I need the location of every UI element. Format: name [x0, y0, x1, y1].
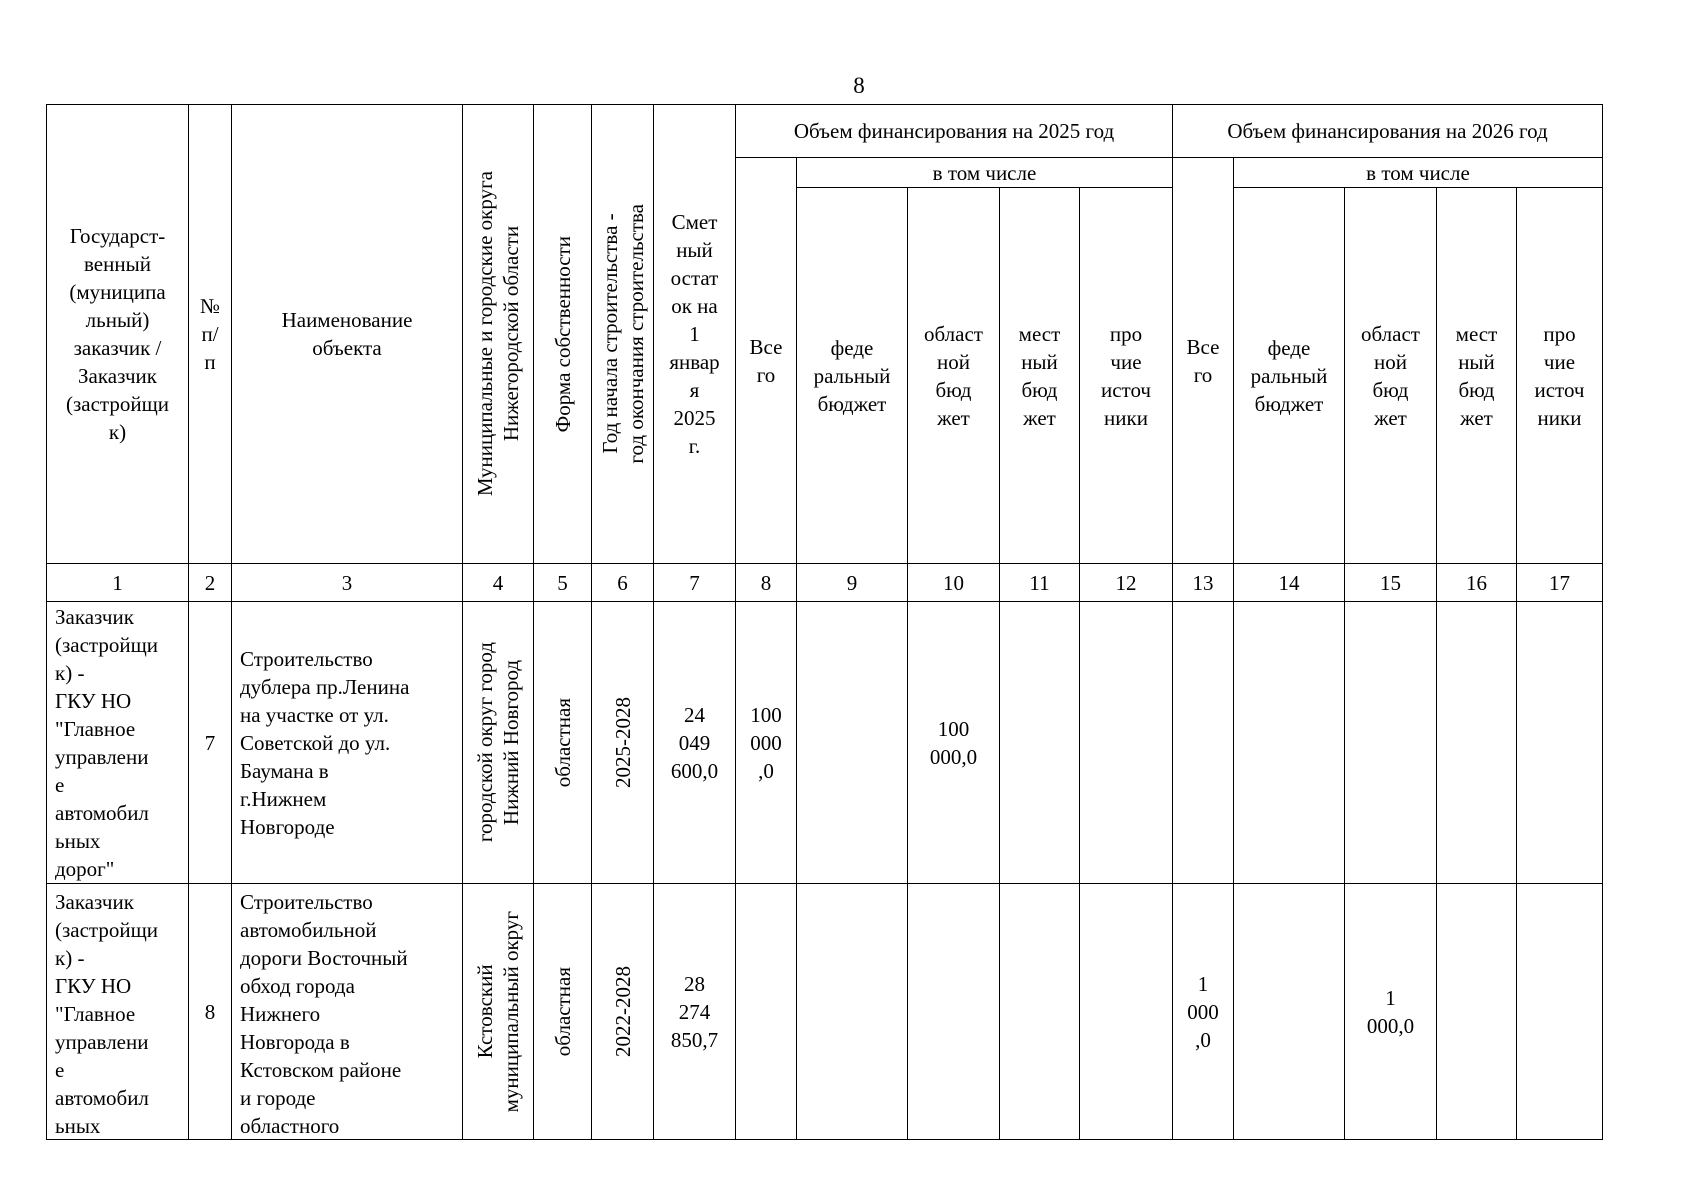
header-years-text: Год начала строительства - год окончания строительства: [597, 204, 648, 464]
colnum-text: 16: [1466, 570, 1487, 595]
row1-local-2025: [999, 601, 1080, 884]
header-including-2025-text: в том числе: [932, 160, 1037, 185]
row2-customer-text: Заказчик (застройщи к) - ГКУ НО "Главное управлени е автомобил ьных: [55, 890, 159, 1138]
header-federal-2026-text: феде ральный бюджет: [1250, 335, 1328, 416]
colnum-12: [1079, 563, 1173, 602]
header-years: [591, 104, 654, 564]
colnum-11: [999, 563, 1080, 602]
row2-regional-2025: [907, 883, 1000, 1140]
header-federal-2025: [796, 187, 908, 564]
header-municipality: [462, 104, 534, 564]
colnum-6: [591, 563, 654, 602]
row1-total-2025-text: 100 000 ,0: [750, 702, 782, 783]
header-customer-text: Государст- венный (муниципа льный) заказчик / Заказчик (застройщи к): [65, 224, 169, 444]
colnum-7: [653, 563, 736, 602]
colnum-10: [907, 563, 1000, 602]
colnum-text: 4: [492, 570, 504, 595]
header-num-text: № п/ п: [199, 294, 221, 374]
colnum-text: 9: [846, 570, 858, 595]
colnum-1: [46, 563, 189, 602]
row1-object-name: [231, 601, 463, 884]
row2-municipality-text: Кстовский муниципальный округ: [473, 910, 523, 1113]
header-including-2025: [796, 157, 1173, 188]
row1-ownership-text: областная: [550, 697, 575, 788]
row2-federal-2026: [1233, 883, 1345, 1140]
row1-regional-2025: [907, 601, 1000, 884]
colnum-3: [231, 563, 463, 602]
colnum-text: 17: [1549, 570, 1570, 595]
header-funding-2026-text: Объем финансирования на 2026 год: [1227, 119, 1548, 143]
row2-customer: [46, 883, 189, 1140]
row1-federal-2026: [1233, 601, 1345, 884]
row1-regional-2025-text: 100 000,0: [929, 716, 978, 769]
row1-other-2025: [1079, 601, 1173, 884]
row1-federal-2025: [796, 601, 908, 884]
header-funding-2025: [735, 104, 1173, 158]
row1-ownership: [533, 601, 592, 884]
header-estimate-text: Смет ный остат ок на 1 январ я 2025 г.: [669, 210, 720, 458]
colnum-text: 3: [341, 570, 353, 595]
colnum-text: 11: [1029, 570, 1050, 595]
row1-object-name-text: Строительство дублера пр.Ленина на участке от ул. Советской до ул. Баумана в г.Нижнем Новгороде: [240, 646, 410, 839]
row1-estimate-text: 24 049 600,0: [670, 702, 719, 783]
row1-other-2026: [1516, 601, 1603, 884]
colnum-text: 12: [1115, 570, 1137, 595]
header-including-2026: [1233, 157, 1603, 188]
header-other-2025-text: про чие источ ники: [1101, 321, 1151, 430]
row2-estimate-text: 28 274 850,7: [670, 971, 719, 1052]
header-regional-2026: [1344, 187, 1437, 564]
header-regional-2025: [907, 187, 1000, 564]
colnum-text: 7: [689, 570, 700, 595]
colnum-5: [533, 563, 592, 602]
header-other-2026: [1516, 187, 1603, 564]
header-funding-2025-text: Объем финансирования на 2025 год: [793, 119, 1115, 143]
header-estimate: [653, 104, 736, 564]
colnum-14: [1233, 563, 1345, 602]
row2-total-2025: [735, 883, 797, 1140]
header-local-2025: [999, 187, 1080, 564]
row1-local-2026: [1436, 601, 1517, 884]
row1-total-2025: [735, 601, 797, 884]
colnum-17: [1516, 563, 1603, 602]
row1-municipality: [462, 601, 534, 884]
header-num: [188, 104, 232, 564]
header-other-2026-text: про чие источ ники: [1534, 321, 1585, 430]
header-regional-2025-text: област ной бюд жет: [924, 321, 983, 430]
colnum-text: 1: [112, 570, 123, 595]
row2-other-2025: [1079, 883, 1173, 1140]
row2-num: [188, 883, 232, 1140]
colnum-13: [1172, 563, 1234, 602]
header-local-2025-text: мест ный бюд жет: [1018, 321, 1061, 430]
row1-years: [591, 601, 654, 884]
header-federal-2026: [1233, 187, 1345, 564]
row1-years-text: 2025-2028: [610, 697, 635, 788]
header-including-2026-text: в том числе: [1366, 160, 1470, 185]
row1-customer: [46, 601, 189, 884]
header-other-2025: [1079, 187, 1173, 564]
colnum-4: [462, 563, 534, 602]
row2-ownership-text: областная: [550, 966, 575, 1057]
header-local-2026: [1436, 187, 1517, 564]
header-object-name: [231, 104, 463, 564]
row2-num-text: 8: [204, 999, 216, 1024]
row1-num-text: 7: [204, 730, 216, 755]
colnum-text: 14: [1278, 570, 1300, 595]
colnum-8: [735, 563, 797, 602]
header-federal-2025-text: феде ральный бюджет: [813, 335, 891, 416]
colnum-text: 15: [1380, 570, 1401, 595]
header-ownership-text: Форма собственности: [550, 235, 575, 433]
header-regional-2026-text: област ной бюд жет: [1361, 321, 1420, 430]
colnum-text: 6: [617, 570, 628, 595]
header-customer: [46, 104, 189, 564]
row2-years: [591, 883, 654, 1140]
colnum-16: [1436, 563, 1517, 602]
page-number: 8: [853, 73, 865, 98]
colnum-text: 10: [943, 570, 964, 595]
colnum-2: [188, 563, 232, 602]
row1-municipality-text: городской округ город Нижний Новгород: [473, 642, 523, 843]
header-total-2025-text: Все го: [749, 334, 783, 387]
row2-local-2025: [999, 883, 1080, 1140]
colnum-text: 8: [760, 570, 772, 595]
colnum-text: 2: [204, 570, 216, 595]
row2-ownership: [533, 883, 592, 1140]
colnum-9: [796, 563, 908, 602]
row1-regional-2026: [1344, 601, 1437, 884]
row2-federal-2025: [796, 883, 908, 1140]
colnum-text: 13: [1192, 570, 1214, 595]
row2-total-2026: [1172, 883, 1234, 1140]
row2-total-2026-text: 1 000 ,0: [1187, 971, 1219, 1052]
row2-object-name: [231, 883, 463, 1140]
row1-estimate: [653, 601, 736, 884]
header-total-2026: [1172, 157, 1234, 564]
header-object-name-text: Наименование объекта: [281, 308, 413, 360]
row2-regional-2026: [1344, 883, 1437, 1140]
row2-regional-2026-text: 1 000,0: [1366, 985, 1415, 1038]
colnum-text: 5: [557, 570, 568, 595]
header-funding-2026: [1172, 104, 1603, 158]
row1-num: [188, 601, 232, 884]
row2-municipality: [462, 883, 534, 1140]
row2-local-2026: [1436, 883, 1517, 1140]
header-total-2025: [735, 157, 797, 564]
header-municipality-text: Муниципальные и городские округа Нижегородской области: [473, 171, 523, 497]
financing-table: [46, 104, 1603, 1140]
colnum-15: [1344, 563, 1437, 602]
row2-other-2026: [1516, 883, 1603, 1140]
row2-object-name-text: Строительство автомобильной дороги Восточный обход города Нижнего Новгорода в Кстовском районе и городе областного: [240, 890, 408, 1138]
header-ownership: [533, 104, 592, 564]
row2-estimate: [653, 883, 736, 1140]
header-total-2026-text: Все го: [1186, 334, 1220, 387]
row2-years-text: 2022-2028: [610, 966, 635, 1057]
row1-customer-text: Заказчик (застройщи к) - ГКУ НО "Главное управлени е автомобил ьных дорог": [55, 604, 159, 881]
row1-total-2026: [1172, 601, 1234, 884]
header-local-2026-text: мест ный бюд жет: [1455, 321, 1498, 430]
